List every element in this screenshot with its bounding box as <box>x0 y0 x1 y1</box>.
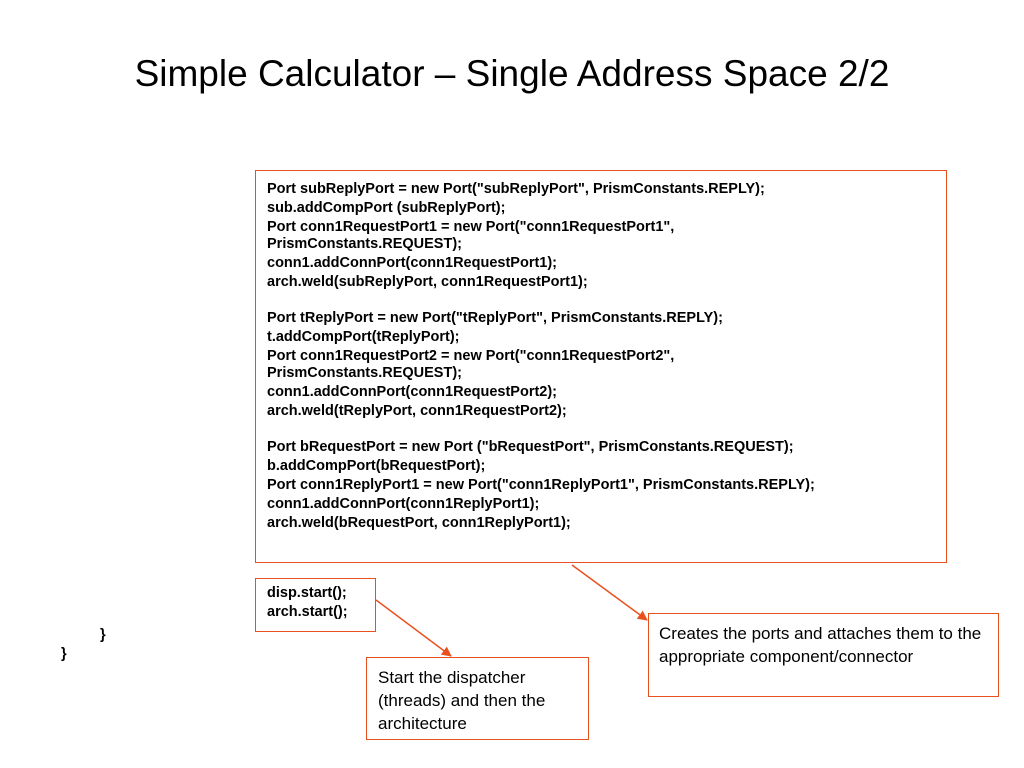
code-line: arch.weld(tReplyPort, conn1RequestPort2); <box>267 403 567 419</box>
closing-brace-inner: } <box>100 627 106 643</box>
code-line: Port conn1ReplyPort1 = new Port("conn1ReplyPort1", PrismConstants.REPLY); <box>267 477 815 493</box>
code-line: b.addCompPort(bRequestPort); <box>267 458 486 474</box>
closing-brace-outer: } <box>61 646 67 662</box>
arrow-to-dispatch-callout <box>376 600 451 656</box>
code-line: conn1.addConnPort(conn1RequestPort1); <box>267 255 558 271</box>
code-gap <box>267 293 946 310</box>
code-line: t.addCompPort(tReplyPort); <box>267 329 460 345</box>
code-line: PrismConstants.REQUEST); <box>267 365 462 381</box>
code-line: disp.start(); <box>267 585 347 601</box>
port-setup-code-box <box>255 170 947 563</box>
code-line: arch.weld(bRequestPort, conn1ReplyPort1); <box>267 515 571 531</box>
code-line: arch.weld(subReplyPort, conn1RequestPort1); <box>267 274 588 290</box>
callout-dispatch-note: Start the dispatcher (threads) and then the architecture <box>366 657 589 740</box>
code-line: conn1.addConnPort(conn1ReplyPort1); <box>267 496 540 512</box>
code-line: conn1.addConnPort(conn1RequestPort2); <box>267 384 558 400</box>
code-line: sub.addCompPort (subReplyPort); <box>267 200 506 216</box>
code-line: arch.start(); <box>267 604 348 620</box>
start-code-box <box>255 578 376 632</box>
code-line: Port conn1RequestPort1 = new Port("conn1RequestPort1", <box>267 219 675 235</box>
code-line: Port bRequestPort = new Port ("bRequestPort", PrismConstants.REQUEST); <box>267 439 794 455</box>
code-line: Port tReplyPort = new Port("tReplyPort", PrismConstants.REPLY); <box>267 310 723 326</box>
callout-ports-note: Creates the ports and attaches them to the appropriate component/connector <box>648 613 999 697</box>
slide-title: Simple Calculator – Single Address Space 2/2 <box>134 53 890 94</box>
code-line: Port subReplyPort = new Port("subReplyPort", PrismConstants.REPLY); <box>267 181 765 197</box>
code-gap <box>267 422 946 439</box>
code-line: PrismConstants.REQUEST); <box>267 236 462 252</box>
arrow-to-ports-callout <box>572 565 647 620</box>
code-line: Port conn1RequestPort2 = new Port("conn1RequestPort2", <box>267 348 675 364</box>
